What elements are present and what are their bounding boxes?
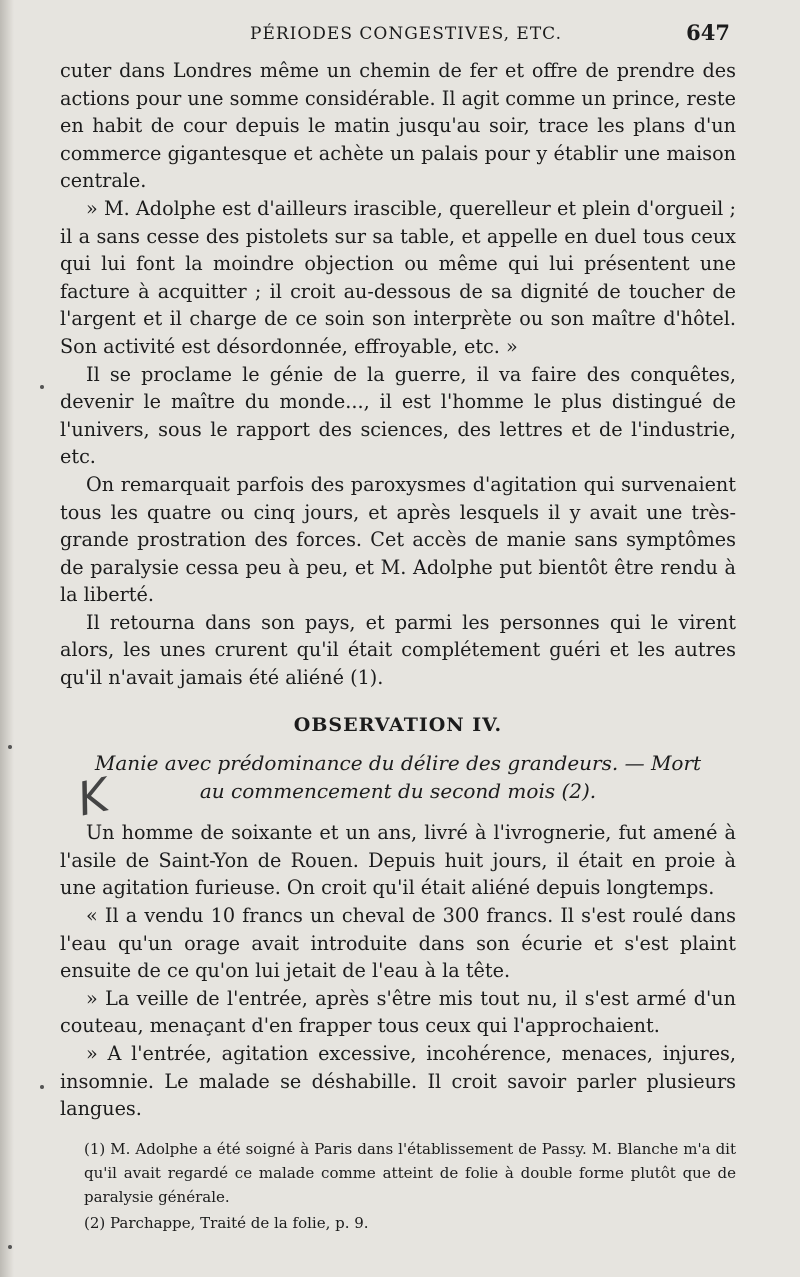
observation-title: OBSERVATION IV. (293, 713, 503, 736)
handwritten-margin-mark: K (72, 767, 114, 827)
running-head: PÉRIODES CONGESTIVES, ETC. (250, 24, 562, 44)
paragraph: On remarquait parfois des paroxysmes d'agitation qui survenaient tous les quatre ou cinq jours, et après lesquels il y avait une très-grande prostration des forces. Cet accès de manie sans symptômes de paralysie cessa peu à peu, et M. Adolphe put bientôt être rendu à la liberté. (60, 472, 736, 607)
paragraph: « Il a vendu 10 francs un cheval de 300 francs. Il s'est roulé dans l'eau qu'un orage avait introduite dans son écurie et s'est plaint ensuite de ce qu'on lui jetait de l'eau à la tête. (60, 904, 736, 983)
page-gutter-shadow (0, 0, 14, 1277)
footnote: (2) Parchappe, Traité de la folie, p. 9. (84, 1214, 369, 1232)
footnotes (84, 1137, 736, 1237)
page-number: 647 (686, 20, 730, 45)
paragraph: » M. Adolphe est d'ailleurs irascible, querelleur et plein d'orgueil ; il a sans cesse des pistolets sur sa table, et appelle en duel tous ceux qui lui font la moindre objection ou même qui lui présentent une facture à acquitter ; il croit au-dessous de sa dignité de toucher de l'argent et il charge de ce soin son interprète ou son maître d'hôtel. Son activité est désordonnée, effroyable, etc. » (60, 196, 736, 358)
footnote: (1) M. Adolphe a été soigné à Paris dans l'établissement de Passy. M. Blanche m'a dit qu'il avait regardé ce malade comme atteint de folie à double forme plutôt que de paralysie générale. (84, 1140, 736, 1206)
body-text (60, 57, 736, 1123)
observation-subtitle-line2: au commencement du second mois (2). (199, 779, 597, 804)
page-header (60, 20, 740, 50)
observation-subtitle-line1: Manie avec prédominance du délire des grandeurs. — Mort (94, 751, 702, 776)
paragraph: Un homme de soixante et un ans, livré à l'ivrognerie, fut amené à l'asile de Saint-Yon de Rouen. Depuis huit jours, il était en proie à une agitation furieuse. On croit qu'il était aliéné depuis longtemps. (60, 821, 736, 900)
paragraph: » A l'entrée, agitation excessive, incohérence, menaces, injures, insomnie. Le malade se déshabille. Il croit savoir parler plusieurs langues. (60, 1042, 736, 1121)
observation-subtitle (60, 749, 736, 805)
paragraph: Il retourna dans son pays, et parmi les personnes qui le virent alors, les unes crurent qu'il était complétement guéri et les autres qu'il n'avait jamais été aliéné (1). (60, 610, 736, 690)
paragraph: cuter dans Londres même un chemin de fer et offre de prendre des actions pour une somme considérable. Il agit comme un prince, reste en habit de cour depuis le matin jusqu'au soir, trace les plans d'un commerce gigantesque et achète un palais pour y établir une maison centrale. (60, 59, 736, 193)
paragraph: Il se proclame le génie de la guerre, il va faire des conquêtes, devenir le maître du monde..., il est l'homme le plus distingué de l'univers, sous le rapport des sciences, des lettres et de l'industrie, etc. (60, 362, 736, 469)
paragraph: » La veille de l'entrée, après s'être mis tout nu, il s'est armé d'un couteau, menaçant d'en frapper tous ceux qui l'approchaient. (60, 986, 736, 1038)
